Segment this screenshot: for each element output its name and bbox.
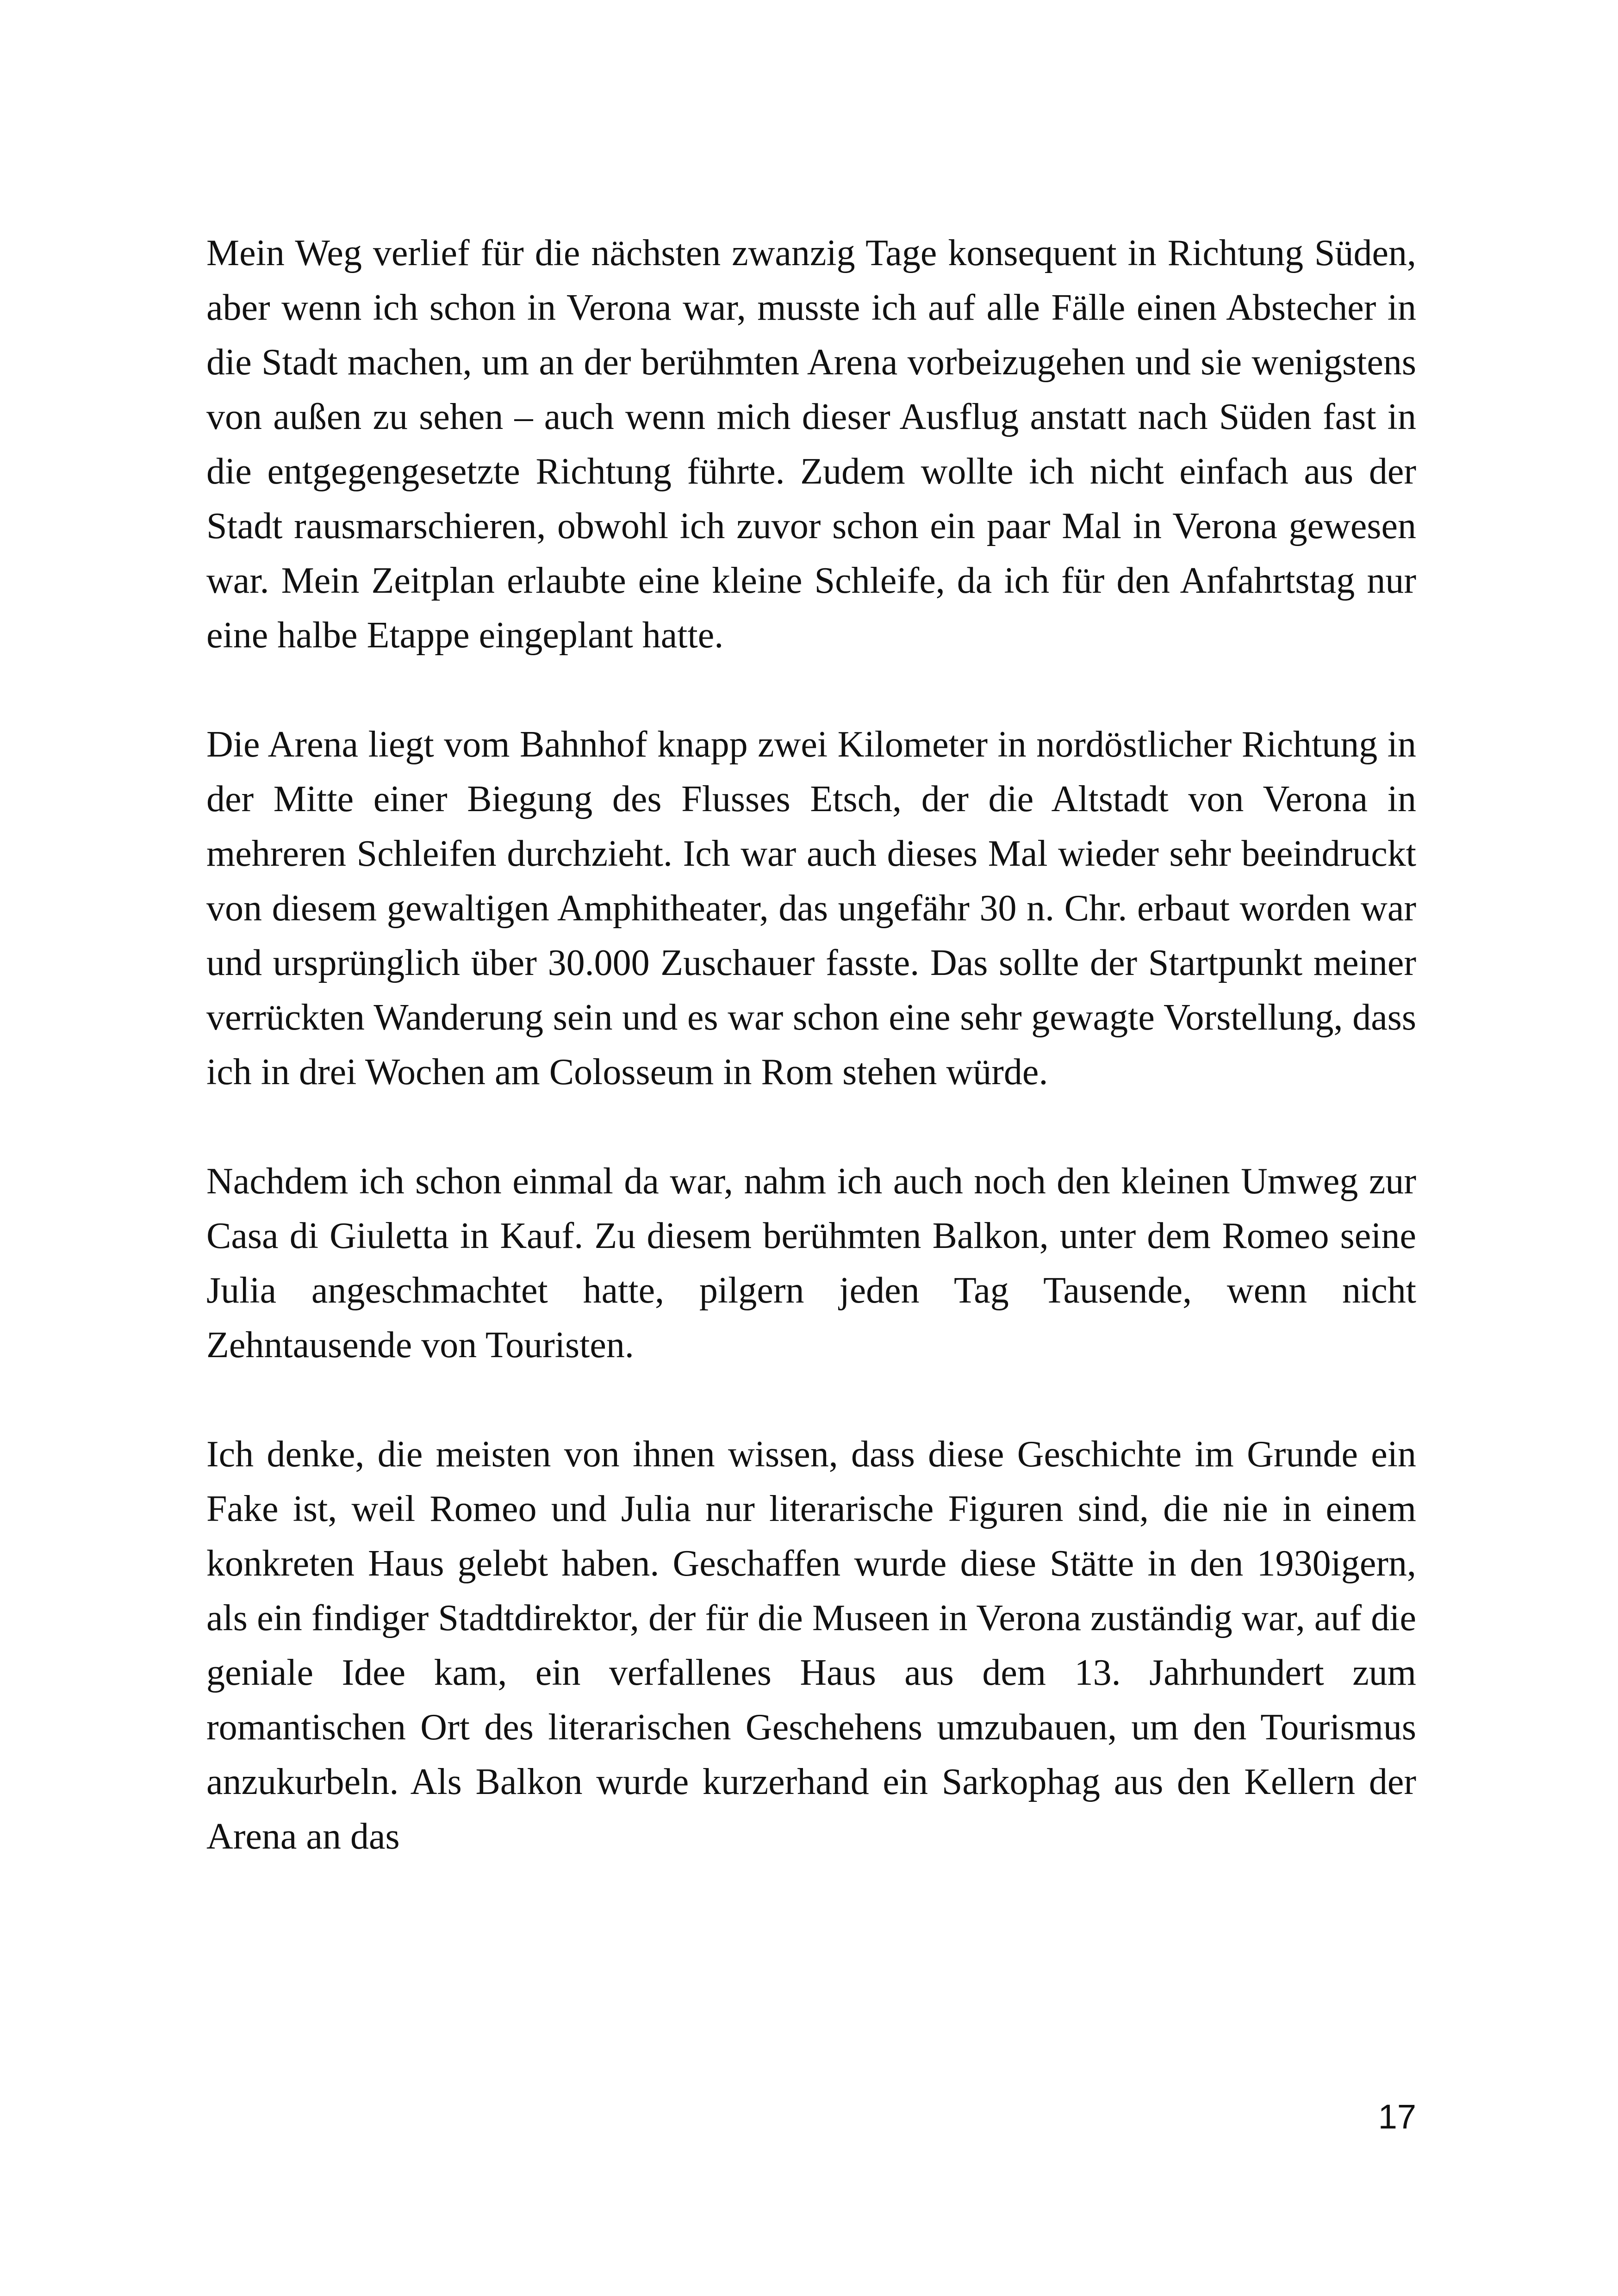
paragraph-2: Die Arena liegt vom Bahnhof knapp zwei Kilometer in nordöstlicher Richtung in der Mitte einer Biegung des Flusses Etsch, der die Altstadt von Verona in mehreren Schleifen durchzieht. Ich war auch dieses Mal wieder sehr beeindruckt von diesem gewaltigen Amphitheater, das ungefähr 30 n. Chr. erbaut worden war und ursprünglich über 30.000 Zuschauer fasste. Das sollte der Startpunkt meiner verrückten Wanderung sein und es war schon eine sehr gewagte Vorstellung, dass ich in drei Wochen am Colosseum in Rom stehen würde.: [206, 724, 1416, 1092]
paragraph-1: Mein Weg verlief für die nächsten zwanzig Tage konsequent in Richtung Süden, aber wenn ich schon in Verona war, musste ich auf alle Fälle einen Abstecher in die Stadt machen, um an der berühmten Arena vorbeizugehen und sie wenigstens von außen zu sehen – auch wenn mich dieser Ausflug anstatt nach Süden fast in die entgegengesetzte Richtung führte. Zudem wollte ich nicht einfach aus der Stadt rausmarschieren, obwohl ich zuvor schon ein paar Mal in Verona gewesen war. Mein Zeitplan erlaubte eine kleine Schleife, da ich für den Anfahrtstag nur eine halbe Etappe eingeplant hatte.: [206, 233, 1416, 656]
paragraph-4: Ich denke, die meisten von ihnen wissen, dass diese Geschichte im Grunde ein Fake ist, weil Romeo und Julia nur literarische Figuren sind, die nie in einem konkreten Haus gelebt haben. Geschaffen wurde diese Stätte in den 1930igern, als ein findiger Stadtdirektor, der für die Museen in Verona zuständig war, auf die geniale Idee kam, ein verfallenes Haus aus dem 13. Jahrhundert zum romantischen Ort des literarischen Geschehens umzubauen, um den Tourismus anzukurbeln. Als Balkon wurde kurzerhand ein Sarkophag aus den Kellern der Arena an das: [206, 1434, 1416, 1857]
paragraph-3: Nachdem ich schon einmal da war, nahm ich auch noch den kleinen Umweg zur Casa di Giuletta in Kauf. Zu diesem berühmten Balkon, unter dem Romeo seine Julia angeschmachtet hatte, pilgern jeden Tag Tausende, wenn nicht Zehntausende von Touristen.: [206, 1161, 1416, 1365]
page-number: 17: [1378, 2097, 1416, 2136]
body-text: [206, 226, 1416, 1864]
